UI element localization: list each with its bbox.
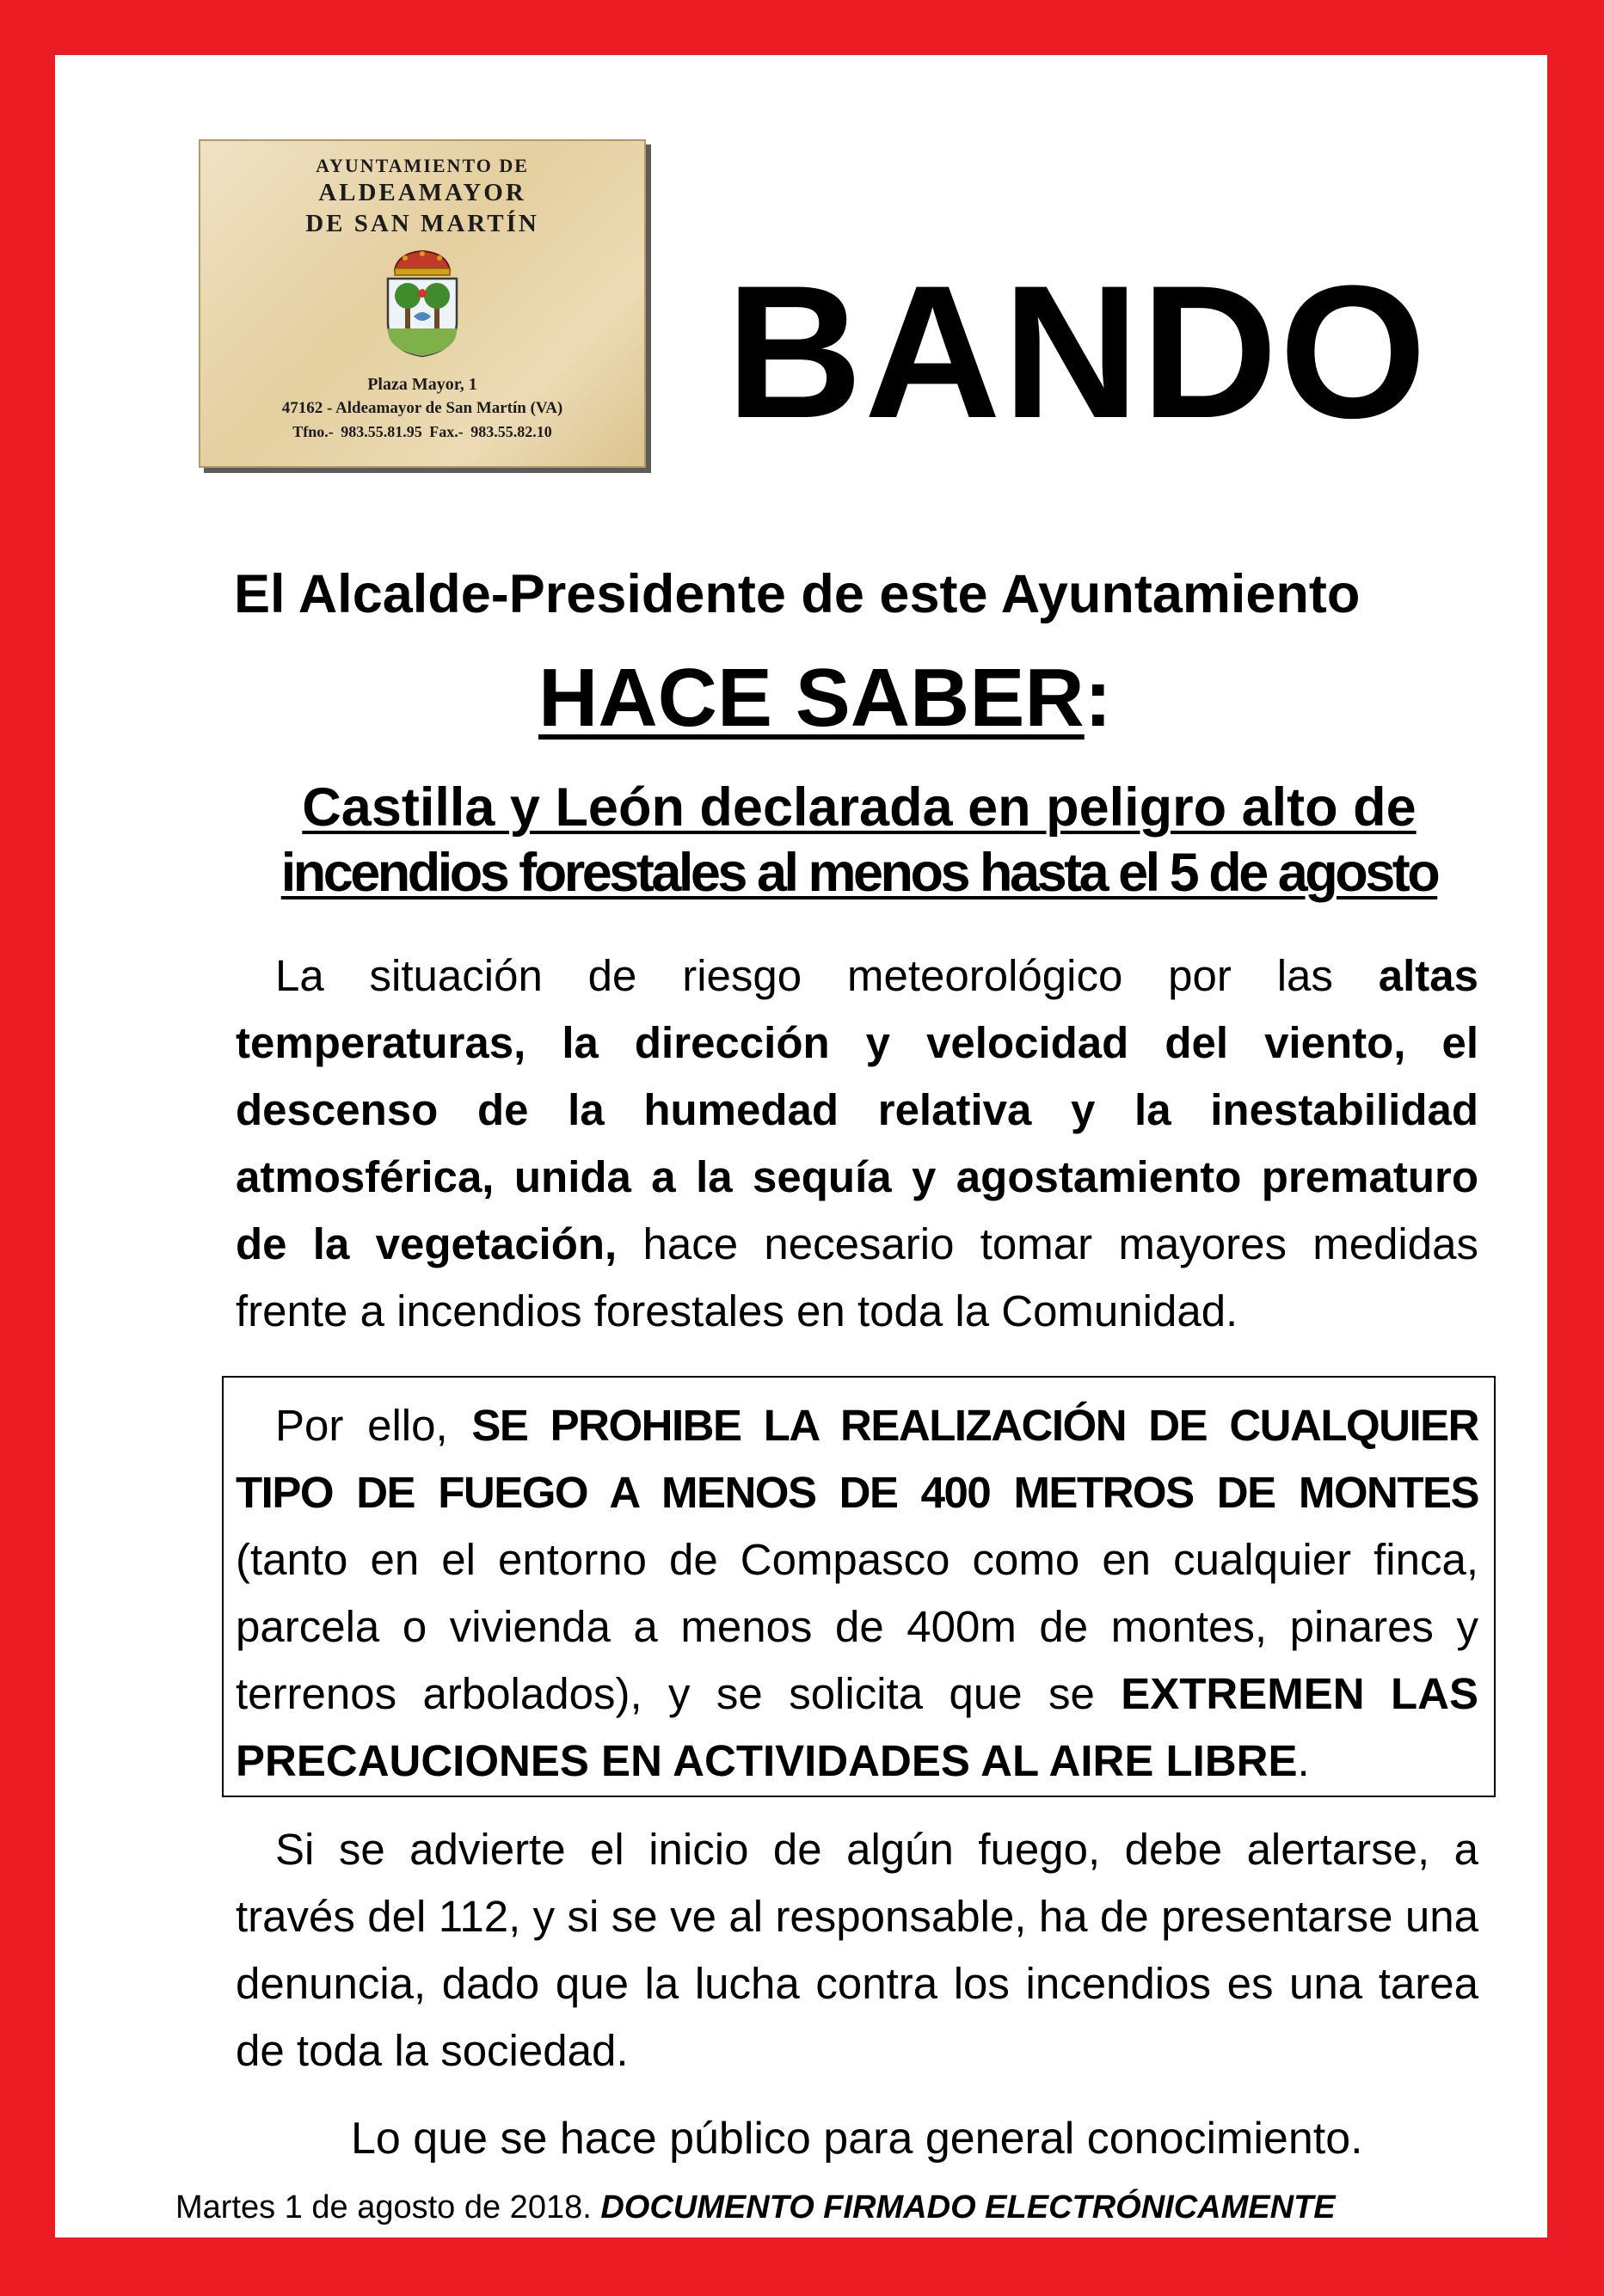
seal-line-1: AYUNTAMIENTO DE [316, 155, 529, 176]
footer-date: Martes 1 de agosto de 2018. [175, 2189, 601, 2225]
footer-signed: DOCUMENTO FIRMADO ELECTRÓNICAMENTE [600, 2189, 1336, 2225]
seal-phone-fax: Tfno.- 983.55.81.95 Fax.- 983.55.82.10 [292, 423, 552, 440]
closing-line: Lo que se hace público para general conocimiento. [351, 2114, 1363, 2164]
paragraph-prohibition [236, 1392, 1478, 1795]
announcer-line: El Alcalde-Presidente de este Ayuntamiento [234, 564, 1361, 624]
document-sheet [55, 55, 1547, 2238]
coat-of-arms-icon [379, 246, 465, 359]
footer-signature [175, 2189, 1336, 2226]
paragraph-2-bold-a: SE PROHIBE LA REALIZACIÓN DE CUALQUIER TIPO DE FUEGO A MENOS DE 400 METROS DE MONTES [236, 1401, 1479, 1517]
town-hall-seal [199, 139, 646, 468]
paragraph-weather-risk [236, 942, 1478, 1345]
seal-line-2: ALDEAMAYOR [318, 179, 526, 206]
hace-saber-text: HACE SABER [538, 652, 1085, 744]
hace-saber-heading [538, 651, 1112, 746]
paragraph-1-text-a: La situación de riesgo meteorológico por las [275, 951, 1379, 1000]
subtitle-line-2: incendios forestales al menos hasta el 5 de agosto [280, 842, 1438, 903]
seal-line-3: DE SAN MARTÍN [305, 210, 539, 237]
paragraph-2-text-c: . [1297, 1736, 1310, 1785]
paragraph-2-text-a: Por ello, [275, 1401, 472, 1450]
seal-address-street: Plaza Mayor, 1 [367, 375, 477, 394]
page-title: BANDO [726, 246, 1429, 457]
paragraph-1-bold: altas temperaturas, la dirección y velocidad del viento, el descenso de la humedad relativa y la inestabilidad atmosférica, unida a la sequía y agostamiento prematuro de la vegetación, [236, 951, 1478, 1268]
seal-address-town: 47162 - Aldeamayor de San Martín (VA) [281, 399, 563, 417]
subtitle-line-1: Castilla y León declarada en peligro alto de [302, 777, 1417, 838]
paragraph-2-bold-b: EXTREMEN LAS PRECAUCIONES EN ACTIVIDADES AL AIRE LIBRE [236, 1669, 1478, 1785]
hace-saber-colon: : [1084, 652, 1112, 744]
paragraph-1-text-b: hace necesario tomar mayores medidas frente a incendios forestales en toda la Comunidad. [236, 1219, 1478, 1335]
paragraph-2-text-b: (tanto en el entorno de Compasco como en cualquier finca, parcela o vivienda a menos de 400m de montes, pinares y terrenos arbolados), y se solicita que se [236, 1535, 1478, 1718]
subtitle [236, 776, 1483, 906]
paragraph-alert: Si se advierte el inicio de algún fuego, debe alertarse, a través del 112, y si se ve al responsable, ha de presentarse una denuncia, dado que la lucha contra los incendios es una tarea de toda la sociedad. [236, 1825, 1478, 2075]
